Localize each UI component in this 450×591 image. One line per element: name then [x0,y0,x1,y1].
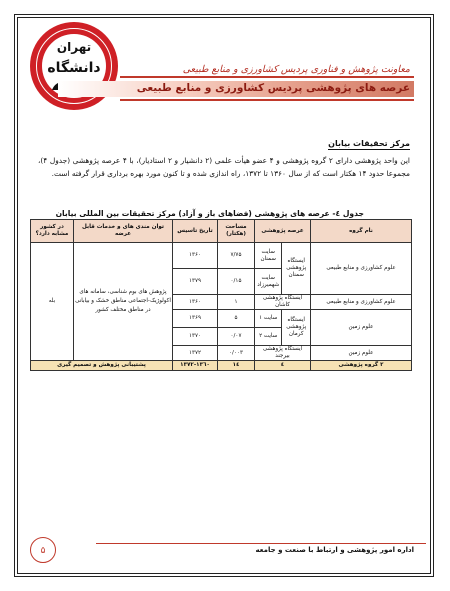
cell-group: علوم زمین [311,310,412,346]
logo-word-1: تهران [56,40,92,54]
cell-station: ایستگاه پژوهشی کرمان [282,310,311,346]
table-row [31,243,412,269]
cell-site: سایت ۱ [255,310,282,328]
table-total-row [31,361,412,371]
cell-size: ۷/۷۵ [218,243,255,269]
footer-rule [96,543,426,544]
col-header-group: نام گروه [311,220,412,243]
research-areas-table [30,219,412,371]
col-header-similar: در کشور مشابه دارد؟ [31,220,74,243]
cell-year: ۱۳۷۲ [173,346,218,361]
cell-size: ۰/۰۰۳ [218,346,255,361]
total-size: ١٤ [218,361,255,371]
cell-capability: پژوهش های بوم شناسی، سامانه های اکولوژیک-اجتماعی مناطق خشک و بیابانی در مناطق مختلف کشور [74,243,173,361]
cell-group: علوم کشاورزی و منابع طبیعی [311,295,412,310]
cell-size: ۱ [218,295,255,310]
table-caption: جدول ٤- عرصه های پژوهشی (فضاهای باز و آزاد) مرکز تحقیقات بین المللی بیابان [55,209,364,218]
cell-site: سایت شهمیرزاد [255,269,282,295]
cell-area: ایستگاه پژوهشی کاشان [255,295,311,310]
footer-text: اداره امور پژوهشی و ارتباط با صنعت و جامعه [255,546,414,554]
cell-station: ایستگاه پژوهشی سمنان [282,243,311,295]
cell-site: سایت ۲ [255,328,282,346]
cell-area: ایستگاه پژوهشی بیرجند [255,346,311,361]
cell-year: ۱۳۷۹ [173,269,218,295]
col-header-year: تاریخ تاسیس [173,220,218,243]
cell-size: ۰/۰۷ [218,328,255,346]
table-header-row [31,220,412,243]
cell-group: علوم کشاورزی و منابع طبیعی [311,243,412,295]
cell-similar: بله [31,243,74,361]
header-title: عرصه های پژوهشی پردیس کشاورزی و منابع طبیعی [136,82,410,94]
page-number: ۵ [30,537,56,563]
col-header-size: مساحت (هکتار) [218,220,255,243]
cell-year: ۱۳۶۹ [173,310,218,328]
cell-year: ۱۳۶۰ [173,295,218,310]
col-header-capability: توان مندی های و خدمات قابل عرضه [74,220,173,243]
col-header-area: عرصه پژوهشی [255,220,311,243]
cell-year: ۱۳۷۰ [173,328,218,346]
cell-year: ۱۳۶۰ [173,243,218,269]
section-title: مرکز تحقیقات بیابان [328,139,410,148]
header-rule-bottom [120,99,414,101]
header-subtitle: معاونت پژوهش و فناوری پردیس کشاورزی و منابع طبیعی [182,64,410,75]
total-capability: پشتیبانی پژوهش و تصمیم گیری [31,361,173,371]
cell-group: علوم زمین [311,346,412,361]
cell-size: ۰/۱۵ [218,269,255,295]
cell-site: سایت سمنان [255,243,282,269]
section-paragraph: این واحد پژوهشی دارای ۲ گروه پژوهشی و ۴ عضو هیأت علمی (۲ دانشیار و ۲ استادیار)، با ۴ عرصه پژوهشی (جدول ۴)، مجموعا حدود ۱۴ هکتار است که از سال ۱۳۶۰ تا ۱۳۷۲، راه اندازی شده و تا کنون مورد بهره برداری قرار گرفته است. [38,156,410,178]
total-group: ۲ گروه پژوهشی [311,361,412,371]
header-rule-top [120,76,414,78]
cell-size: ۵ [218,310,255,328]
logo-word-2: دانشگاه [47,60,101,76]
total-year: ١٣٦٠-١٣٧٢ [173,361,218,371]
total-area: ٤ [255,361,311,371]
